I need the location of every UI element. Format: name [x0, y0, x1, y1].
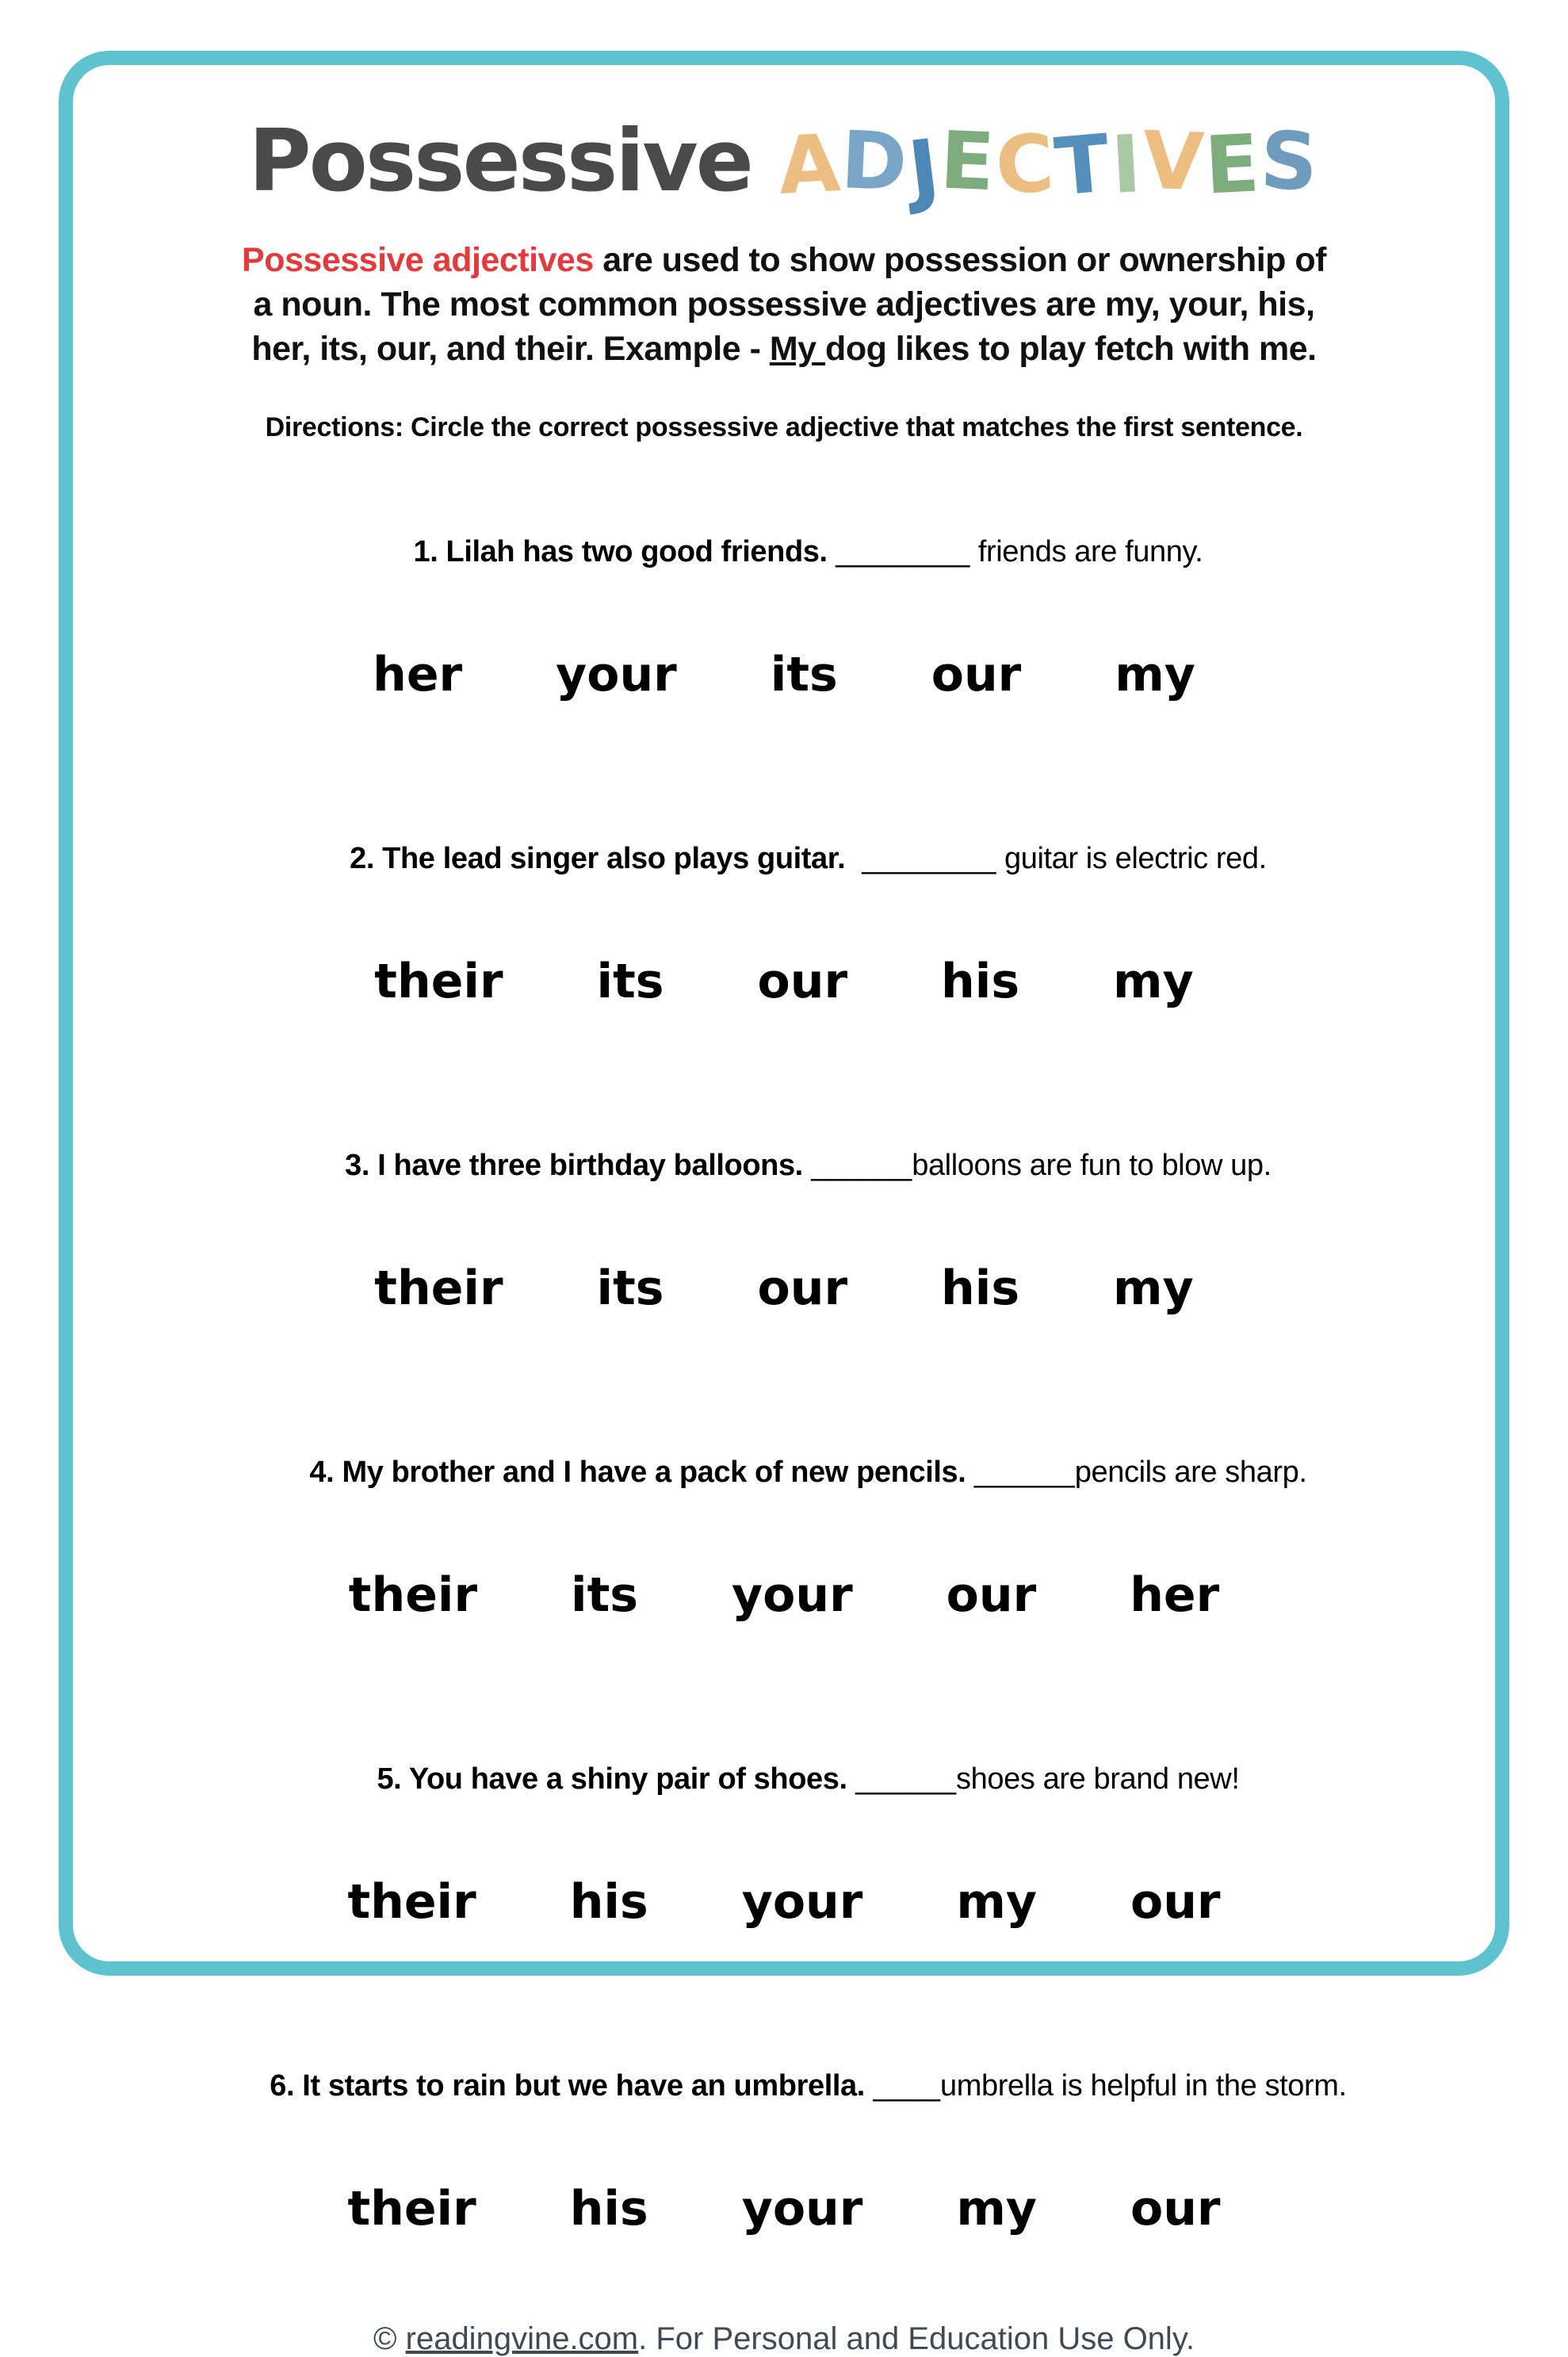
intro-keyword: Possessive adjectives	[242, 241, 594, 279]
answer-blank: ______	[966, 1456, 1075, 1489]
choice-word[interactable]: their	[374, 954, 503, 1009]
choice-word[interactable]: his	[941, 954, 1020, 1009]
title-letter: A	[776, 117, 844, 212]
question-lead-sentence: 3. I have three birthday balloons.	[345, 1149, 803, 1182]
intro-text: a noun. The most common possessive adjectives are my, your, his,	[253, 285, 1315, 323]
question-block	[0, 1418, 1568, 1623]
choice-word[interactable]: her	[373, 647, 463, 702]
intro-line	[0, 327, 1568, 371]
choice-word[interactable]: their	[347, 2181, 476, 2236]
intro-line	[0, 282, 1568, 327]
question-lead-sentence: 5. You have a shiny pair of shoes.	[377, 1762, 847, 1796]
choice-word[interactable]: her	[1130, 1567, 1220, 1623]
footer-site-link[interactable]: readingvine.com	[405, 2321, 639, 2356]
answer-blank: ____	[864, 2069, 940, 2103]
question-sentence	[0, 1111, 1568, 1220]
title-word-possessive: Possessive	[248, 112, 751, 211]
intro-paragraph	[0, 238, 1568, 371]
choice-word[interactable]: his	[569, 2181, 648, 2236]
title-letter: S	[1259, 113, 1322, 209]
question-sentence	[0, 1418, 1568, 1527]
choice-word[interactable]: his	[941, 1261, 1020, 1316]
choice-word[interactable]: our	[757, 954, 848, 1009]
questions-list	[0, 497, 1568, 2236]
directions-text: Directions: Circle the correct possessive adjective that matches the first sentence.	[265, 412, 1303, 442]
choice-word[interactable]: our	[757, 1261, 848, 1316]
question-lead-sentence: 1. Lilah has two good friends.	[413, 535, 828, 568]
intro-text: her, its, our, and their. Example -	[251, 330, 770, 368]
answer-blank: ______	[802, 1149, 912, 1182]
choice-word[interactable]: your	[741, 1874, 863, 1930]
choice-word[interactable]: our	[1130, 2181, 1221, 2236]
intro-text: dog likes to play fetch with me.	[825, 330, 1317, 368]
question-followup: friends are funny.	[977, 535, 1203, 568]
choice-word[interactable]: its	[596, 1261, 664, 1316]
footer-copyright: ©	[373, 2321, 406, 2356]
choices-row	[0, 1567, 1568, 1623]
footer	[0, 2321, 1568, 2357]
intro-text: are used to show possession or ownership of	[593, 241, 1326, 279]
title-letter: V	[1140, 113, 1207, 209]
choices-row	[0, 2181, 1568, 2236]
answer-blank: ______	[847, 1762, 957, 1796]
question-sentence	[0, 804, 1568, 913]
question-sentence	[0, 1724, 1568, 1834]
choice-word[interactable]: my	[1113, 954, 1194, 1009]
question-sentence	[0, 497, 1568, 606]
title-letter: T	[1051, 117, 1115, 214]
choice-word[interactable]: its	[596, 954, 664, 1009]
question-block	[0, 1724, 1568, 1930]
question-followup: umbrella is helpful in the storm.	[940, 2069, 1347, 2103]
choice-word[interactable]: our	[1130, 1874, 1221, 1930]
answer-blank: ________	[827, 535, 978, 568]
choices-row	[0, 1874, 1568, 1930]
footer-usage-note: . For Personal and Education Use Only.	[638, 2321, 1195, 2356]
question-block	[0, 804, 1568, 1009]
title-letter: J	[904, 121, 947, 217]
choice-word[interactable]: his	[569, 1874, 648, 1930]
answer-blank: ________	[845, 842, 1004, 875]
question-block	[0, 2031, 1568, 2236]
question-sentence	[0, 2031, 1568, 2141]
question-followup: balloons are fun to blow up.	[912, 1149, 1272, 1182]
choice-word[interactable]: their	[374, 1261, 503, 1316]
choice-word[interactable]: its	[770, 647, 838, 702]
choices-row	[0, 647, 1568, 702]
choice-word[interactable]: your	[741, 2181, 863, 2236]
choice-word[interactable]: my	[956, 2181, 1037, 2236]
choice-word[interactable]: their	[347, 1874, 476, 1930]
choice-word[interactable]: their	[348, 1567, 478, 1623]
question-followup: shoes are brand new!	[956, 1762, 1240, 1796]
question-followup: pencils are sharp.	[1074, 1456, 1307, 1489]
choice-word[interactable]: my	[1113, 1261, 1194, 1316]
question-lead-sentence: 6. It starts to rain but we have an umbrella.	[270, 2069, 865, 2103]
choice-word[interactable]: your	[556, 647, 677, 702]
question-lead-sentence: 4. My brother and I have a pack of new pencils.	[309, 1456, 966, 1489]
title-word-adjectives	[776, 113, 1322, 217]
choices-row	[0, 1261, 1568, 1316]
title-letter: D	[839, 113, 911, 209]
choices-row	[0, 954, 1568, 1009]
question-block	[0, 497, 1568, 702]
choice-word[interactable]: our	[946, 1567, 1037, 1623]
intro-example-word: My	[769, 330, 826, 368]
question-followup: guitar is electric red.	[1004, 842, 1267, 875]
choice-word[interactable]: our	[931, 647, 1022, 702]
choice-word[interactable]: my	[956, 1874, 1037, 1930]
title-letter: E	[1203, 117, 1264, 212]
page-title	[0, 112, 1568, 217]
choice-word[interactable]: its	[571, 1567, 639, 1623]
title-letter: I	[1108, 117, 1145, 212]
question-lead-sentence: 2. The lead singer also plays guitar.	[350, 842, 846, 875]
intro-line	[0, 238, 1568, 282]
choice-word[interactable]: your	[732, 1567, 853, 1623]
title-letter: E	[938, 113, 998, 209]
question-block	[0, 1111, 1568, 1316]
choice-word[interactable]: my	[1115, 647, 1195, 702]
title-letter: C	[992, 117, 1058, 212]
